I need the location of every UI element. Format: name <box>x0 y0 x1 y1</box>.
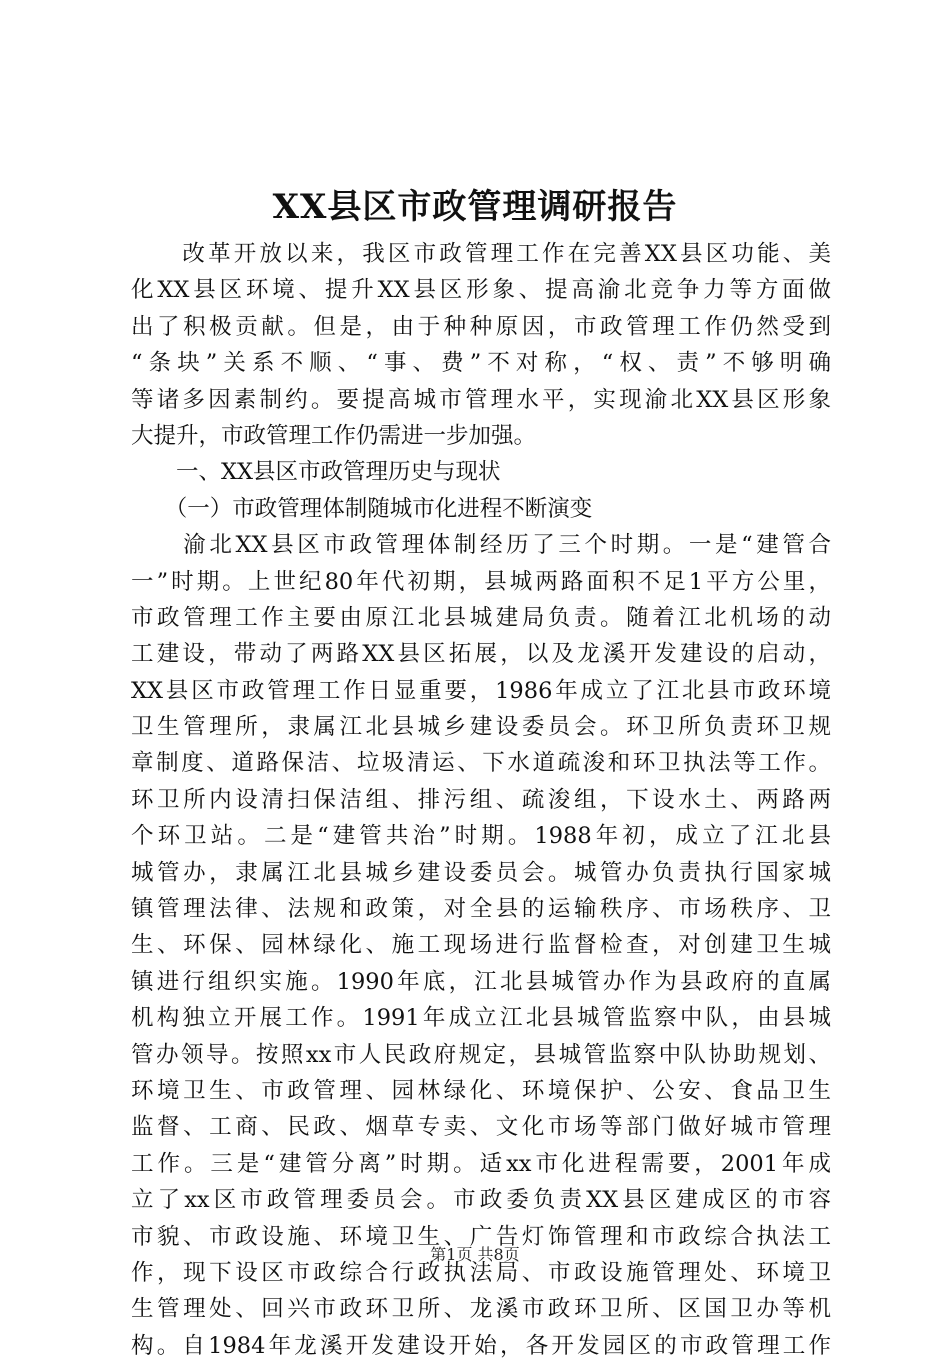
text-line: 城管办，隶属江北县城乡建设委员会。城管办负责执行国家城 <box>131 859 831 886</box>
text-line: 等诸多因素制约。要提高城市管理水平，实现渝北XX县区形象 <box>131 386 831 413</box>
text-line: 镇管理法律、法规和政策，对全县的运输秩序、市场秩序、卫 <box>131 896 831 923</box>
text-line: 立了xx区市政管理委员会。市政委负责XX县区建成区的市容 <box>131 1187 831 1214</box>
text-line: （一）市政管理体制随城市化进程不断演变 <box>131 495 593 522</box>
text-line: 工作。三是“建管分离”时期。适xx市化进程需要，2001年成 <box>131 1150 831 1177</box>
text-line: 生管理处、回兴市政环卫所、龙溪市政环卫所、区国卫办等机 <box>131 1296 831 1323</box>
text-line: 化XX县区环境、提升XX县区形象、提高渝北竞争力等方面做 <box>131 277 831 304</box>
text-line: 生、环保、园林绿化、施工现场进行监督检查，对创建卫生城 <box>131 932 831 959</box>
page-footer: 第1页 共8页 <box>430 1245 520 1264</box>
text-line: 环卫所内设清扫保洁组、排污组、疏浚组，下设水土、两路两 <box>131 786 831 813</box>
text-line: 大提升，市政管理工作仍需进一步加强。 <box>131 422 537 449</box>
text-line: 个环卫站。二是“建管共治”时期。1988年初，成立了江北县 <box>131 823 831 850</box>
text-line: 监督、工商、民政、烟草专卖、文化市场等部门做好城市管理 <box>131 1114 831 1141</box>
text-line: 市貌、市政设施、环境卫生、广告灯饰管理和市政综合执法工 <box>131 1223 831 1250</box>
text-line: XX县区市政管理工作日显重要，1986年成立了江北县市政环境 <box>131 677 831 704</box>
text-line: 工建设，带动了两路XX县区拓展，以及龙溪开发建设的启动， <box>131 641 831 668</box>
text-line: 一、XX县区市政管理历史与现状 <box>131 459 501 486</box>
document-body <box>131 236 831 1364</box>
text-line: 卫生管理所，隶属江北县城乡建设委员会。环卫所负责环卫规 <box>131 714 831 741</box>
document-title: XX县区市政管理调研报告 <box>272 187 678 227</box>
text-line: 渝北XX县区市政管理体制经历了三个时期。一是“建管合 <box>131 532 831 559</box>
text-line: 环境卫生、市政管理、园林绿化、环境保护、公安、食品卫生 <box>131 1077 831 1104</box>
text-line: 作，现下设区市政综合行政执法局、市政设施管理处、环境卫 <box>131 1259 831 1286</box>
text-line: 章制度、道路保洁、垃圾清运、下水道疏浚和环卫执法等工作。 <box>131 750 831 777</box>
text-line: “条块”关系不顺、“事、费”不对称，“权、责”不够明确 <box>131 350 831 377</box>
text-line: 构。自1984年龙溪开发建设开始，各开发园区的市政管理工作 <box>131 1332 831 1359</box>
text-line: 镇进行组织实施。1990年底，江北县城管办作为县政府的直属 <box>131 968 831 995</box>
text-line: 机构独立开展工作。1991年成立江北县城管监察中队，由县城 <box>131 1005 831 1032</box>
text-line: 一”时期。上世纪80年代初期，县城两路面积不足1平方公里， <box>131 568 831 595</box>
text-line: 管办领导。按照xx市人民政府规定，县城管监察中队协助规划、 <box>131 1041 831 1068</box>
text-line: 出了积极贡献。但是，由于种种原因，市政管理工作仍然受到 <box>131 313 831 340</box>
text-line: 改革开放以来，我区市政管理工作在完善XX县区功能、美 <box>131 241 831 267</box>
text-line: 市政管理工作主要由原江北县城建局负责。随着江北机场的动 <box>131 604 831 631</box>
